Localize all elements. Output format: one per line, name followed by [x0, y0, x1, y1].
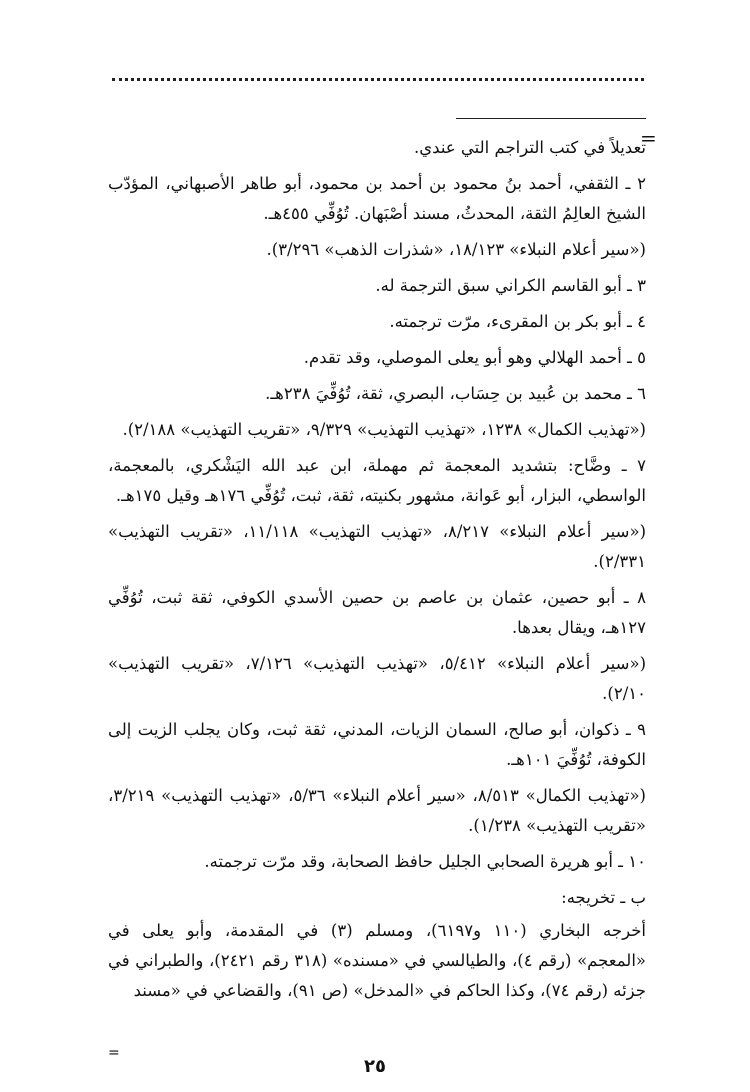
top-dotted-rule [112, 78, 644, 81]
reference-8: («سير أعلام النبلاء» ٥/٤١٢، «تهذيب التهذيب» ٧/١٢٦، «تقريب التهذيب» ٢/١٠). [108, 654, 647, 703]
footnote-body [108, 108, 646, 1012]
narrator-8: ٨ ـ أبو حصين، عثمان بن عاصم بن حصين الأسدي الكوفي، ثقة ثبت، تُوُفِّي ١٢٧هـ، ويقال بعدها. [108, 588, 646, 637]
narrator-7: ٧ ـ وضَّاح: بتشديد المعجمة ثم مهملة، ابن عبد الله اليَشْكري، بالمعجمة، الواسطي، البزار، أبو عَوانة، مشهور بكنيته، ثقة، ثبت، تُوُفِّي ١٧٦هـ وقيل ١٧٥هـ. [108, 456, 646, 505]
reference-9: («تهذيب الكمال» ٨/٥١٣، «سير أعلام النبلاء» ٥/٣٦، «تهذيب التهذيب» ٣/٢١٩، «تقريب التهذيب» ١/٢٣٨). [108, 786, 646, 835]
footnote-continuation-marker-bottom: = [108, 1045, 120, 1061]
footnote-continuation-marker: = [640, 126, 657, 150]
reference-6: («تهذيب الكمال» ١٢٣٨، «تهذيب التهذيب» ٩/٣٢٩، «تقريب التهذيب» ٢/١٨٨). [122, 420, 646, 439]
narrator-4: ٤ ـ أبو بكر بن المقرىء، مرّت ترجمته. [389, 312, 646, 331]
narrator-10: ١٠ ـ أبو هريرة الصحابي الجليل حافظ الصحابة، وقد مرّت ترجمته. [204, 852, 646, 871]
narrator-5: ٥ ـ أحمد الهلالي وهو أبو يعلى الموصلي، وقد تقدم. [303, 348, 646, 367]
footnote-separator-rule [456, 118, 646, 119]
section-heading-takhrij: ب ـ تخريجه: [561, 888, 646, 907]
reference-2: («سير أعلام النبلاء» ١٨/١٢٣، «شذرات الذهب» ٣/٢٩٦). [266, 240, 646, 259]
paragraph-continuation: تعديلاً في كتب التراجم التي عندي. [414, 138, 646, 157]
reference-7: («سير أعلام النبلاء» ٨/٢١٧، «تهذيب التهذيب» ١١/١١٨، «تقريب التهذيب» ٢/٣٣١). [108, 522, 647, 571]
narrator-2: ٢ ـ الثقفي، أحمد بنُ محمود بن أحمد بن محمود، أبو طاهر الأصبهاني، المؤدّب الشيخ العالِمُ الثقة، المحدثُ، مسند أصْبَهان. تُوُفِّي ٤٥٥هـ. [108, 174, 646, 223]
narrator-3: ٣ ـ أبو القاسم الكراني سبق الترجمة له. [375, 276, 646, 295]
narrator-9: ٩ ـ ذكوان، أبو صالح، السمان الزيات، المدني، ثقة ثبت، وكان يجلب الزيت إلى الكوفة، تُوُفِّيَ ١٠١هـ. [108, 720, 646, 769]
page-number: ٢٥ [364, 1056, 386, 1077]
takhrij-text: أخرجه البخاري (١١٠ و٦١٩٧)، ومسلم (٣) في المقدمة، وأبو يعلى في «المعجم» (رقم ٤)، والطيالسي في «مسنده» (٣١٨ رقم ٢٤٢١)، والطبراني في جزئه (رقم ٧٤)، وكذا الحاكم في «المدخل» (ص ٩١)، والقضاعي في «مسند [108, 921, 646, 1000]
narrator-6: ٦ ـ محمد بن عُبيد بن حِسَاب، البصري، ثقة، تُوُفِّيَ ٢٣٨هـ. [265, 384, 646, 403]
